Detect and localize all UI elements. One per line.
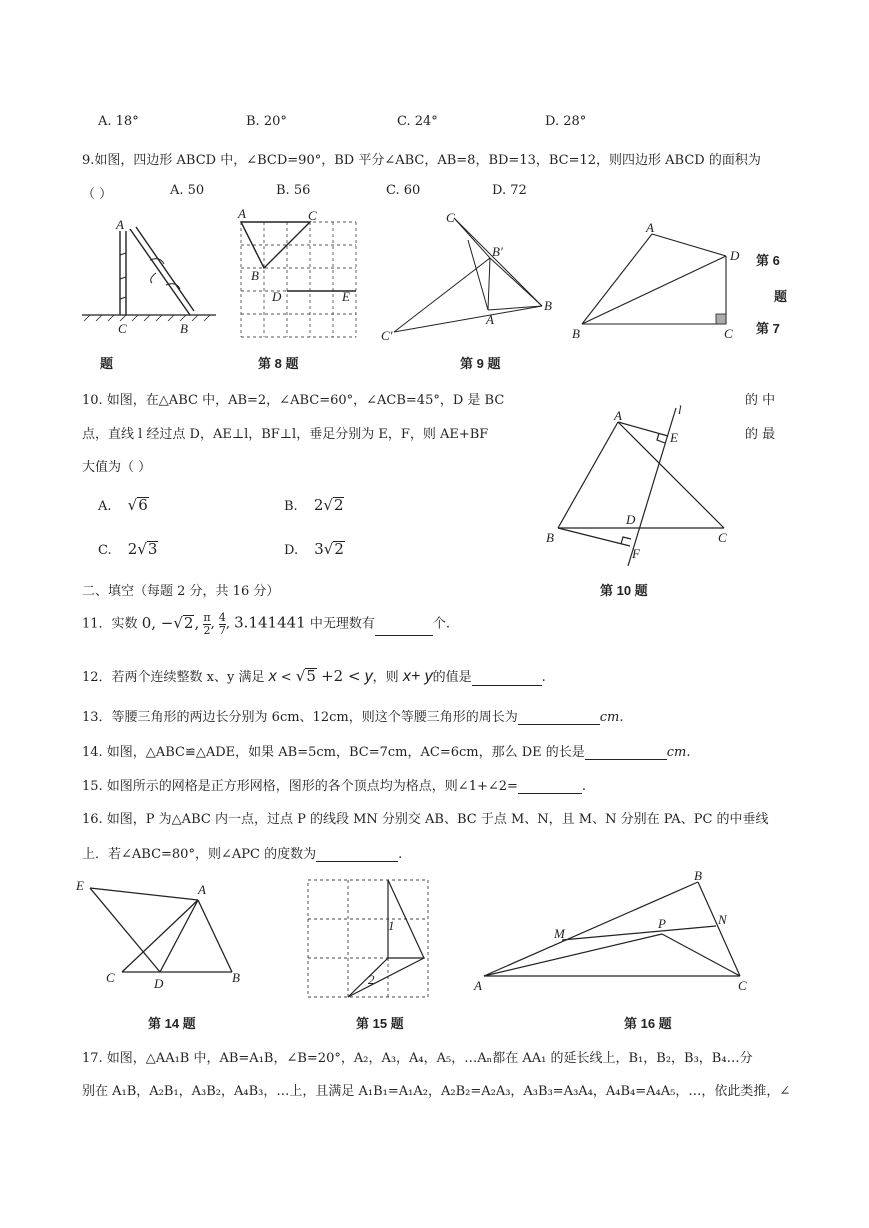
f10-label-c: C	[718, 530, 727, 545]
q17-line1: 17. 如图，△AA₁B 中，AB=A₁B，∠B=20°，A₂，A₃，A₄，A₅，…Aₙ都在 AA₁ 的延长线上，B₁，B₂，B₃，B₄…分	[82, 1051, 753, 1066]
f10-label-d: D	[626, 512, 636, 527]
f7-label-a: A	[646, 220, 654, 235]
q10-opt-b-coef: 2	[313, 496, 324, 514]
q13-unit: cm.	[599, 710, 624, 725]
f16-label-n: N	[718, 912, 727, 927]
q14-unit: cm.	[666, 745, 691, 760]
q16-line2	[82, 843, 402, 862]
figure-14	[72, 872, 252, 997]
caption-fig8: 第 8 题	[258, 356, 299, 371]
figure-9	[378, 210, 558, 343]
q8-option-b: B. 20°	[246, 114, 287, 129]
q15-blank[interactable]	[518, 781, 582, 794]
figure-16	[470, 866, 760, 1001]
q16-blank[interactable]	[316, 849, 398, 862]
q12-lt: <	[280, 670, 292, 685]
f8-label-b: B	[251, 268, 259, 283]
q11-four: 4	[218, 611, 226, 624]
q9-option-b: B. 56	[276, 183, 311, 198]
q8-option-d: D. 28°	[545, 114, 587, 129]
q11-pre: 11．实数	[82, 616, 138, 632]
q9-text: 9.如图，四边形 ABCD 中，∠BCD=90°，BD 平分∠ABC，AB=8，BD=13，BC=12，则四边形 ABCD 的面积为	[82, 153, 761, 168]
q10-line1-tail: 的 中	[745, 393, 776, 408]
f16-label-a: A	[474, 978, 482, 993]
f10-label-f: F	[632, 546, 640, 561]
q12: 12．若两个连续整数 x、y 满足 x < √5 +2 < y，则 x+ y的值是 .	[82, 667, 546, 685]
q12-y: y	[364, 668, 373, 685]
f7-label-c: C	[724, 326, 733, 341]
f15-label-1: 1	[388, 918, 395, 933]
f16-label-p: P	[658, 916, 666, 931]
f15-label-2: 2	[368, 972, 375, 987]
caption-fig16: 第 16 题	[624, 1016, 672, 1031]
figure-10	[540, 400, 740, 570]
q10-option-a: A. √6	[98, 496, 148, 514]
f16-label-b: B	[694, 868, 702, 883]
caption-fig9: 第 9 题	[460, 356, 501, 371]
q11-post: 中无理数有	[309, 616, 375, 632]
q10-opt-b-label: B.	[284, 499, 298, 514]
q12-xy: x+ y	[402, 668, 433, 685]
q9-option-c: C. 60	[386, 183, 421, 198]
q10-opt-c-label: C.	[98, 543, 112, 558]
f6-label-a: A	[116, 217, 124, 232]
q10-option-c: C. 2√3	[98, 540, 158, 558]
f6-label-c: C	[118, 321, 127, 336]
q14	[82, 741, 691, 760]
f16-label-c: C	[738, 978, 747, 993]
q11-blank[interactable]	[375, 623, 433, 636]
figure-8	[238, 206, 358, 340]
figure-7	[568, 218, 738, 343]
f10-label-e: E	[670, 430, 678, 445]
f10-label-l: l	[678, 402, 682, 417]
q10-option-b: B. 2√2	[284, 496, 344, 514]
q10-opt-d-coef: 3	[314, 540, 324, 558]
q11-nums: 0, −	[141, 613, 174, 632]
figure-6	[80, 215, 220, 340]
q11-decimal: 3.141441	[234, 613, 306, 632]
f9-label-b: B	[544, 298, 552, 313]
f7-label-d: D	[730, 248, 740, 263]
f8-label-e: E	[342, 289, 350, 304]
q10-option-d: D. 3√2	[284, 540, 344, 558]
q13-text: 13．等腰三角形的两边长分别为 6cm、12cm，则这个等腰三角形的周长为	[82, 710, 518, 725]
q10-line2: 点，直线 l 经过点 D，AE⊥l，BF⊥l，垂足分别为 E，F，则 AE+BF	[82, 427, 489, 442]
caption-fig15: 第 15 题	[356, 1016, 404, 1031]
caption-fig7: 第 7	[756, 321, 780, 336]
f14-label-d: D	[154, 976, 164, 991]
q11: 11．实数 0, −√2, $\frac{\pi}{2}$ , $\frac{4}{7}$ , 3.141441 中无理数有 个.	[82, 611, 451, 637]
q10-line1: 10. 如图，在△ABC 中，AB=2，∠ABC=60°，∠ACB=45°，D 是 BC	[82, 393, 505, 408]
q13-blank[interactable]	[518, 712, 600, 725]
q10-opt-d-val: 2	[334, 540, 344, 558]
q12-post: 的值是	[432, 670, 472, 685]
f10-label-a: A	[614, 408, 622, 423]
q12-blank[interactable]	[472, 673, 542, 686]
f14-label-a: A	[198, 882, 206, 897]
q14-blank[interactable]	[585, 747, 667, 760]
caption-fig6-a: 第 6	[756, 253, 780, 268]
f14-label-b: B	[232, 970, 240, 985]
f14-label-e: E	[76, 878, 84, 893]
f9-label-b1: B′	[492, 244, 503, 259]
q8-option-a: A. 18°	[98, 114, 139, 129]
f8-label-c: C	[308, 208, 317, 223]
q9-paren: （ ）	[82, 187, 113, 202]
q9-option-a: A. 50	[170, 183, 205, 198]
q10-line3: 大值为（ ）	[82, 460, 152, 475]
q12-plus2: +2 <	[321, 667, 361, 685]
q10-opt-d-label: D.	[284, 543, 299, 558]
caption-fig10: 第 10 题	[600, 583, 648, 598]
f6-label-b: B	[180, 321, 188, 336]
q10-opt-a-val: 6	[138, 496, 148, 514]
f8-label-d: D	[272, 289, 282, 304]
q15	[82, 775, 586, 794]
q11-two: 2	[203, 623, 211, 637]
f9-label-c: C	[446, 210, 455, 225]
q10-opt-a-label: A.	[98, 499, 112, 514]
f16-label-m: M	[554, 926, 565, 941]
section-2-title: 二、填空（每题 2 分，共 16 分）	[82, 584, 280, 599]
f14-label-c: C	[106, 970, 115, 985]
q12-x: x	[268, 668, 277, 685]
q12-pre: 12．若两个连续整数 x、y 满足	[82, 670, 265, 685]
q16-end: .	[398, 847, 403, 862]
q14-text: 14. 如图，△ABC≌△ADE，如果 AB=5cm，BC=7cm，AC=6cm，那么 DE 的长是	[82, 745, 585, 760]
q11-pi: π	[203, 611, 211, 624]
q15-text: 15. 如图所示的网格是正方形网格，图形的各个顶点均为格点，则∠1+∠2=	[82, 779, 518, 794]
f10-label-b: B	[546, 530, 554, 545]
q10-opt-c-coef: 2	[127, 540, 138, 558]
f9-label-a: A	[486, 312, 494, 327]
q12-sqrt5: 5	[306, 667, 316, 685]
caption-fig14: 第 14 题	[148, 1016, 196, 1031]
q15-end: .	[581, 779, 587, 794]
q17-line2: 别在 A₁B，A₂B₁，A₃B₂，A₄B₃，…上，且满足 A₁B₁=A₁A₂，A₂B₂=A₂A₃，A₃B₃=A₃A₄，A₄B₄=A₄A₅，…，依此类推，∠	[82, 1084, 791, 1099]
q10-opt-b-val: 2	[333, 496, 344, 514]
q11-sqrt2: 2	[183, 613, 194, 632]
q12-end: .	[541, 670, 546, 685]
f9-label-c1: C′	[381, 328, 393, 343]
q11-seven: 7	[218, 623, 226, 637]
q9-option-d: D. 72	[492, 183, 527, 198]
q8-option-c: C. 24°	[397, 114, 438, 129]
q16-line1: 16. 如图，P 为△ABC 内一点，过点 P 的线段 MN 分别交 AB、BC 于点 M、N，且 M、N 分别在 PA、PC 的中垂线	[82, 812, 769, 827]
caption-fig6-b: 题	[774, 289, 788, 304]
f8-label-a: A	[238, 206, 246, 221]
q13	[82, 706, 623, 725]
q10-line2-tail: 的 最	[745, 427, 776, 442]
q11-end: 个.	[432, 616, 451, 632]
caption-fig7-b: 题	[100, 356, 114, 371]
q16-line2-text: 上．若∠ABC=80°，则∠APC 的度数为	[82, 847, 317, 862]
f7-label-b: B	[572, 326, 580, 341]
figure-15	[306, 876, 436, 1006]
q12-mid: ，则	[372, 670, 399, 685]
q10-opt-c-val: 3	[147, 540, 158, 558]
